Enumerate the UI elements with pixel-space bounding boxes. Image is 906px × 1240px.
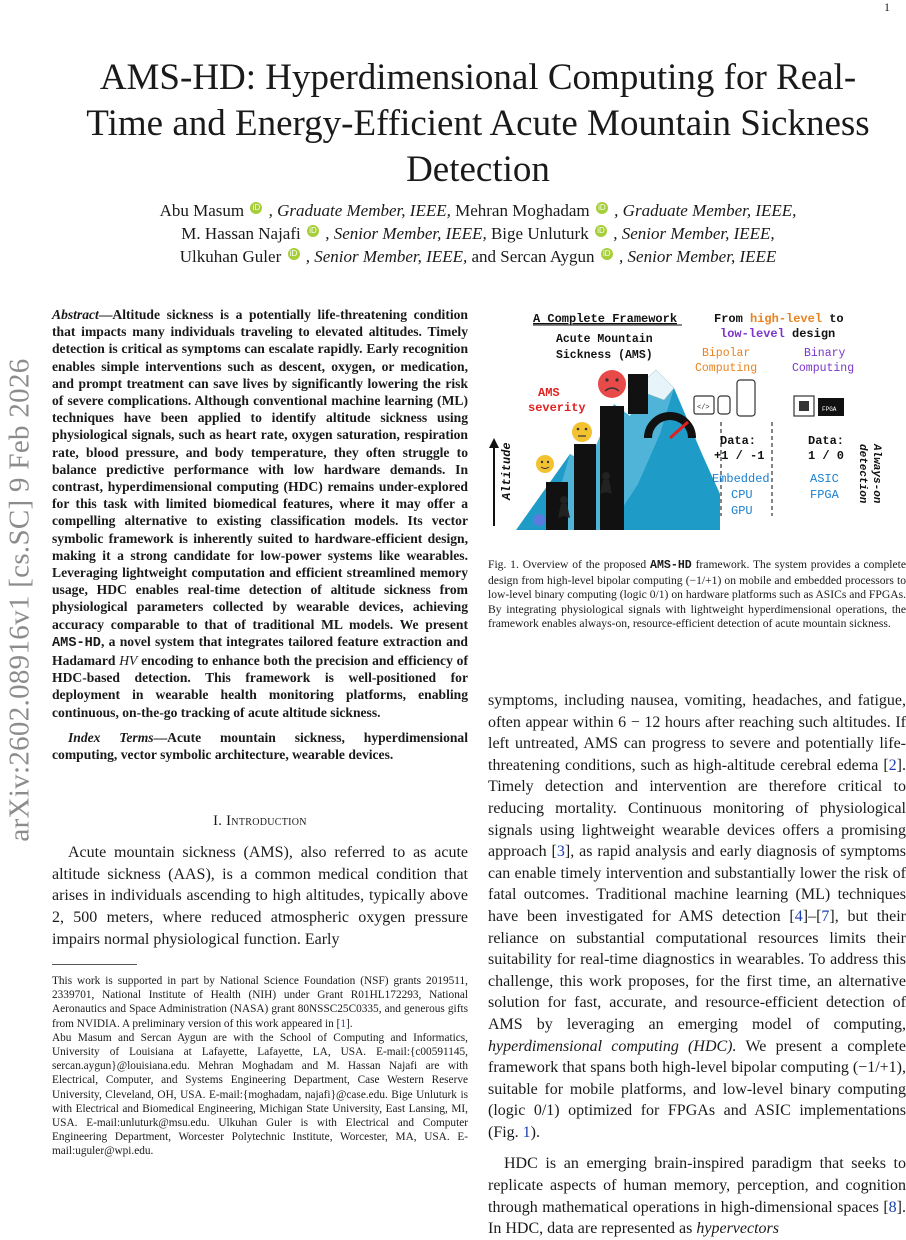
section-title: Introduction (226, 813, 307, 830)
author-role: , Senior Member, IEEE (619, 247, 777, 266)
body-text: ]. In HDC, data are represented as (488, 1198, 906, 1238)
severity-step-4 (628, 374, 648, 414)
ref-link[interactable]: 3 (556, 843, 565, 861)
index-terms-lead: Index Terms (68, 729, 154, 745)
arxiv-id: arXiv:2602.08916v1 [cs.SC] 9 Feb 2026 (3, 358, 36, 842)
caption-system-name: AMS-HD (650, 559, 692, 572)
ams-title-1: Acute Mountain (556, 333, 653, 346)
body-emphasis: hyperdimensional computing (HDC). (488, 1037, 737, 1055)
abstract-text: —Altitude sickness is a potentially life-threatening condition that impacts many individuals traveling to elevated altitudes. Timely detection is critical as symptoms can escalate rapidly. Early recognition enables simple interventions such as descent, oxygen, or medication, and prompt treatment can save lives by significantly lowering the risk of severe complications. Although conventional machine learning (ML) techniques have been applied to identify altitude sickness using physiological signals, such as heart rate, oxygen saturation, respiration rate, blood pressure, and body temperature, they often struggle to balance predictive performance with low hardware demands. In contrast, hyperdimensional computing (HDC) remains under-explored for this task with limited biomedical features, where it may offer a compelling alternative to existing classification models. Its vector symbolic framework is inherently suited to hardware-efficient design, making it a strong candidate for low-power systems like wearables. Leveraging lightweight computation and efficient streamlined memory usage, HDC enables real-time detection of altitude sickness from physiological parameters collected by wearable devices, achieving accuracy comparable to that of traditional ML models. We present (52, 307, 468, 632)
body-text: ]. Timely detection and intervention are therefore critical to reducing mortality. Continuous monitoring of physiological signals using lightweight wearable devices offers a promising approach [ (488, 756, 906, 861)
face-eye (585, 428, 588, 431)
author-role: , Graduate Member, IEEE, (614, 201, 797, 220)
footnote-affiliations: Abu Masum and Sercan Aygun are with the School of Computing and Informatics, University of Louisiana at Lafayette, Lafayette, LA, USA. E-mail:{c00591145, sercan.aygun}@louisiana.edu. Mehran Moghadam and M. Hassan Najafi are with Electrical, Computer, and Systems Engineering Department, Case Western Reserve University, Cleveland, OH, USA. E-mail:{moghadam, najafi}@case.edu. Bige Unluturk is with Electrical and Biomedical Engineering, Michigan State University, East Lansing, MI, USA. E-mail:unluturk@msu.edu. Ulkuhan Guler is with Electrical and Computer Engineering Department, Worcester Polytechnic Institute, Worcester, MA, USA. E-mail:uguler@wpi.edu. (52, 1031, 468, 1158)
hv-symbol: HV (119, 653, 138, 669)
section-number: I. (213, 813, 223, 830)
altitude-arrow-icon (489, 438, 499, 448)
author-name: M. Hassan Najafi (181, 224, 301, 243)
arxiv-watermark (3, 310, 37, 890)
figure-caption (488, 558, 906, 632)
severity-label-2: severity (528, 401, 586, 415)
binary-label-1: Binary (804, 347, 846, 360)
body-text: ], but their reliance on substantial computational resources limits their suitability for real-time diagnostics in wearables. To address this challenge, this work proposes, for the first time, an alternative solution for fast, accurate, and resource-efficient detection of AMS by leveraging an emerging model of computing, (488, 907, 906, 1033)
index-terms-text: —Acute mountain sickness, hyperdimensional computing, vector symbolic architecture, wearable devices. (52, 729, 468, 763)
binary-label-2: Computing (792, 362, 855, 375)
author-line-3 (70, 245, 886, 268)
severity-label-1: AMS (538, 386, 560, 400)
platform-fpga: FPGA (810, 488, 839, 502)
platform-gpu: GPU (731, 504, 753, 518)
face-eye (615, 378, 618, 381)
author-name: Mehran Moghadam (455, 201, 590, 220)
intro-paragraph: Acute mountain sickness (AMS), also referred to as acute altitude sickness (AAS), is a common medical condition that arises in individuals ascending to high altitudes, typically above 2, 500 meters, where reduced atmospheric oxygen pressure impairs normal physiological function. Early (52, 844, 468, 948)
face-eye (547, 461, 549, 463)
fpga-chip-label: FPGA (822, 406, 837, 413)
face-worried-icon (572, 422, 592, 442)
face-eye (577, 428, 580, 431)
bipolar-label-1: Bipolar (702, 347, 751, 360)
severity-step-2 (574, 444, 596, 530)
section-heading (52, 813, 468, 830)
abstract-text: , a novel system that integrates tailored feature extraction and Hadamard (52, 633, 468, 669)
abstract-lead: Abstract (52, 307, 99, 322)
body-text: ]–[ (802, 907, 822, 925)
footnote-text: This work is supported in part by National Science Foundation (NSF) grants 2019511, 2339701, National Institute of Health (NIH) under Grant R01HL172293, National Aeronautics and Space Administration (NASA) grant 80NSSC25C0335, and generous gifts from NVIDIA. A preliminary version of this work appeared in [ (52, 975, 468, 1030)
face-neutral-icon (536, 455, 554, 473)
author-name: Bige Unluturk (490, 224, 589, 243)
author-role: , Senior Member, IEEE, (613, 224, 775, 243)
page-number: 1 (884, 0, 890, 14)
data-left-label: Data: (720, 434, 757, 448)
severity-step-3 (600, 406, 624, 530)
face-mild-icon (533, 514, 545, 526)
altitude-label: Altitude (500, 442, 514, 500)
system-name: AMS-HD (52, 635, 101, 651)
author-role: , Senior Member, IEEE, (325, 224, 491, 243)
orcid-icon[interactable]: iD (307, 225, 319, 237)
index-terms (52, 729, 468, 763)
data-right-label: Data: (808, 434, 845, 448)
climber-icon (560, 496, 568, 504)
body-text: ). (530, 1123, 540, 1141)
orcid-icon[interactable]: iD (288, 248, 300, 260)
always-on-label: Always-on (870, 444, 882, 504)
ref-link[interactable]: 1 (522, 1123, 531, 1141)
watch-icon (718, 396, 730, 414)
fig-header-left: A Complete Framework (533, 312, 678, 326)
data-left-values: +1 / -1 (714, 449, 765, 463)
orcid-icon[interactable]: iD (250, 202, 262, 214)
left-column (52, 306, 468, 950)
ref-link[interactable]: 1 (340, 1017, 346, 1030)
intro-paragraph-continued (488, 690, 906, 1143)
figure-1 (488, 304, 906, 530)
author-name: and Sercan Aygun (471, 247, 595, 266)
body-text: HDC is an emerging brain-inspired paradigm that seeks to replicate aspects of human memory, perception, and cognition through mathematical operations in high-dimensional spaces [ (488, 1155, 906, 1216)
framework-diagram (488, 304, 906, 530)
footnote-rule (52, 964, 137, 965)
caption-label: Fig. 1. (488, 558, 519, 571)
author-name: Abu Masum (159, 201, 245, 220)
platform-cpu: CPU (731, 488, 753, 502)
fig-header-right-line1: From high-level to (714, 312, 844, 326)
body-emphasis: hypervectors (696, 1220, 779, 1238)
platform-asic: ASIC (810, 472, 839, 486)
fig-header-right-line2: low-level design (720, 327, 836, 341)
phone-icon (737, 380, 755, 416)
face-sick-icon (598, 370, 626, 398)
author-line-2 (70, 222, 886, 245)
author-role: , Senior Member, IEEE, (305, 247, 472, 266)
orcid-icon[interactable]: iD (595, 225, 607, 237)
paper-title: AMS-HD: Hyperdimensional Computing for Real-Time and Energy-Efficient Acute Mountain Sickness Detection (86, 57, 870, 190)
climber-icon (602, 472, 610, 480)
code-glyph: </> (697, 404, 710, 412)
platform-embedded: Embedded (712, 472, 770, 486)
ref-link[interactable]: 8 (888, 1198, 897, 1216)
detection-label: detection (856, 444, 868, 504)
author-list (70, 199, 886, 268)
data-right-values: 1 / 0 (808, 449, 845, 463)
face-eye (541, 461, 543, 463)
body-text: symptoms, including nausea, vomiting, headaches, and fatigue, often appear within 6 − 12 hours after reaching such altitudes. If left untreated, AMS can progress to severe and potentially life-threatening conditions, such as high-altitude cerebral edema [ (488, 692, 906, 774)
author-line-1 (70, 199, 886, 222)
ref-link[interactable]: 4 (794, 907, 803, 925)
body-text: We present a complete framework that spans both high-level bipolar computing (−1/+1), suitable for mobile platforms, and low-level binary computing (logic 0/1) optimized for FPGAs and ASIC implementations (Fig. (488, 1037, 906, 1141)
chip-core (799, 401, 809, 411)
orcid-icon[interactable]: iD (601, 248, 613, 260)
author-name: Ulkuhan Guler (179, 247, 282, 266)
caption-text: framework. The system provides a complete design from high-level bipolar computing (−1/+1) on mobile and embedded processors to low-level binary computing (logic 0/1) on hardware platforms such as ASICs and FPGAs. By integrating physiological signals with lightweight hyperdimensional operations, the framework enables always-on, resource-efficient detection of acute mountain sickness. (488, 558, 906, 631)
author-role: , Graduate Member, IEEE, (268, 201, 456, 220)
footnote (52, 974, 468, 1159)
right-column (488, 690, 906, 1240)
caption-text: Overview of the proposed (518, 558, 651, 571)
ref-link[interactable]: 7 (821, 907, 830, 925)
bipolar-label-2: Computing (695, 362, 758, 375)
abstract-text: encoding to enhance both the precision and efficiency of HDC-based detection. This framework is well-positioned for deployment in wearable health monitoring platforms, enabling continuous, on-the-go tracking of acute altitude sickness. (52, 653, 468, 720)
footnote-funding (52, 974, 468, 1031)
face-eye (605, 378, 608, 381)
body-text: ], as rapid analysis and early diagnosis of symptoms can enable timely intervention and substantially lower the risk of fatal outcomes. Traditional machine learning (ML) techniques have been investigated for AMS detection [ (488, 843, 906, 925)
ams-title-2: Sickness (AMS) (556, 349, 653, 362)
ref-link[interactable]: 2 (888, 756, 897, 774)
footnote-text: ]. (345, 1017, 353, 1030)
orcid-icon[interactable]: iD (596, 202, 608, 214)
abstract (52, 306, 468, 721)
hdc-paragraph (488, 1153, 906, 1239)
